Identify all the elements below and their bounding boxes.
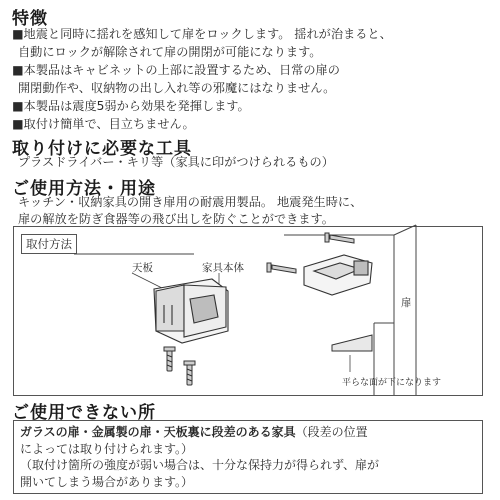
label-furniture-body: 家具本体 [202, 262, 244, 274]
label-door: 扉 [401, 297, 412, 309]
feature-line-1: ■地震と同時に揺れを感知して扉をロックします。 揺れが治まると、 [12, 27, 392, 41]
feature-line-6: ■取付け簡単で、目立ちません。 [12, 117, 195, 131]
usage-line-2: 扉の解放を防ぎ食器等の飛び出しを防ぐことができます。 [18, 212, 334, 226]
installation-figure [13, 226, 483, 396]
installation-tag: 取付方法 [21, 234, 77, 254]
device-icon [154, 279, 228, 343]
device-mounted-icon [304, 255, 372, 295]
feature-line-2: 自動にロックが解除されて扉の開閉が可能になります。 [18, 45, 322, 59]
usage-line-1: キッチン・収納家具の開き扉用の耐震用製品。 地震発生時に、 [18, 195, 363, 209]
installation-illustration [14, 227, 484, 397]
feature-line-5: ■本製品は震度5弱から効果を発揮します。 [12, 99, 250, 113]
unusable-bold-text: ガラスの扉・金属製の扉・天板裏に段差のある家具 [20, 425, 296, 439]
tools-heading: 取り付けに必要な工具 [12, 139, 192, 159]
features-heading: 特徴 [12, 9, 48, 29]
unusable-line-1-rest: （段差の位置 [295, 425, 368, 439]
leader-top-board [132, 273, 164, 289]
unusable-line-4: 開いてしまう場合があります。） [20, 474, 194, 489]
label-flat-side: 平らな面が下になります [342, 378, 442, 388]
unusable-heading: ご使用できない所 [12, 403, 156, 423]
feature-line-3: ■本製品はキャビネットの上部に設置するため、日常の扉の [12, 63, 340, 77]
unusable-line-2: によっては取り付けられます。） [20, 441, 194, 456]
tools-text: プラスドライバー・キリ等（家具に印がつけられるもの） [18, 155, 334, 169]
label-top-board: 天板 [132, 262, 153, 274]
feature-line-4: 開閉動作や、収納物の出し入れ等の邪魔にはなりません。 [18, 81, 336, 95]
unusable-line-3: （取付け箇所の強度が弱い場合は、十分な保持力が得られず、扉が [20, 458, 380, 472]
screw-icon [164, 347, 195, 385]
usage-heading: ご使用方法・用途 [12, 179, 156, 199]
unusable-box [13, 420, 483, 494]
wedge-icon [332, 335, 372, 351]
unusable-line-1 [20, 424, 476, 441]
